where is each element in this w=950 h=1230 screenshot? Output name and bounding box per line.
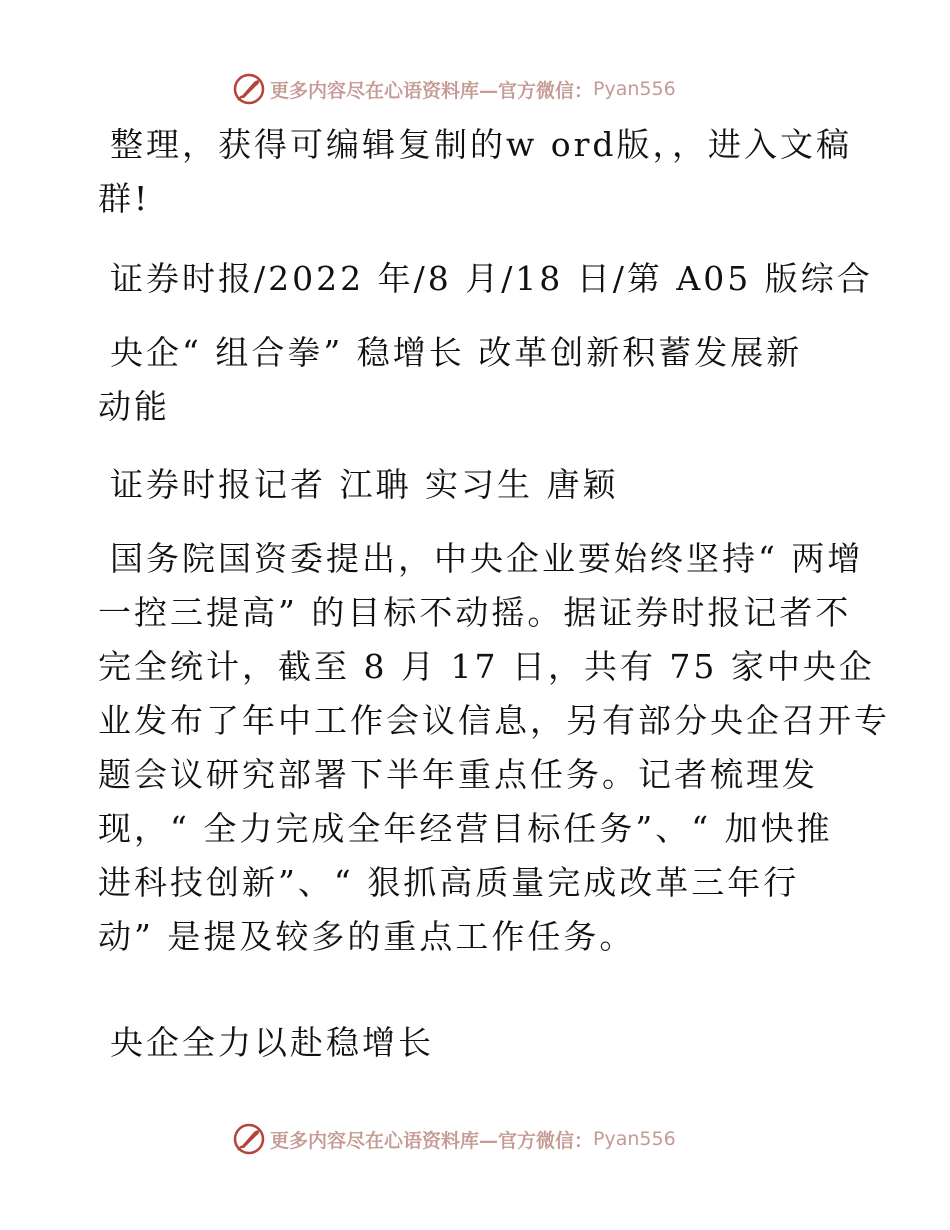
body-line: 现，“ 全力完成全年经营目标任务”、“ 加快推 <box>98 809 833 848</box>
title-line: 央企“ 组合拳” 稳增长 改革创新积蓄发展新 <box>110 333 803 372</box>
watermark-wechat-id: Pyan556 <box>593 78 676 100</box>
intro-line: 群! <box>98 179 151 218</box>
footer-watermark <box>232 1121 676 1157</box>
title-line: 动能 <box>98 387 170 426</box>
byline <box>98 458 858 512</box>
intro-paragraph <box>98 118 858 226</box>
body-line: 动” 是提及较多的重点工作任务。 <box>98 917 636 956</box>
quill-pen-circle-icon <box>232 72 266 106</box>
body-paragraph <box>98 532 890 964</box>
watermark-slogan: 更多内容尽在心语资料库—官方微信： <box>270 1129 594 1152</box>
body-line: 完全统计，截至 8 月 17 日，共有 75 家中央企 <box>98 647 875 686</box>
body-line: 题会议研究部署下半年重点任务。记者梳理发 <box>98 755 818 794</box>
byline-text: 证券时报记者 江聃 实习生 唐颖 <box>110 465 619 504</box>
body-line: 一控三提高” 的目标不动摇。据证券时报记者不 <box>98 593 852 632</box>
source-text: 证券时报/2022 年/8 月/18 日/第 A05 版综合 <box>110 259 873 298</box>
source-line <box>98 252 873 306</box>
article-title <box>98 326 858 434</box>
body-line: 进科技创新”、“ 狠抓高质量完成改革三年行 <box>98 863 800 902</box>
header-watermark <box>232 71 676 107</box>
body-line: 业发布了年中工作会议信息，另有部分央企召开专 <box>98 701 890 740</box>
subheading-text: 央企全力以赴稳增长 <box>110 1023 434 1062</box>
section-subheading <box>98 1016 858 1070</box>
intro-line: 整理，获得可编辑复制的w ord版，，进入文稿 <box>110 125 853 164</box>
body-line: 国务院国资委提出，中央企业要始终坚持“ 两增 <box>110 539 864 578</box>
quill-pen-circle-icon <box>232 1122 266 1156</box>
watermark-slogan: 更多内容尽在心语资料库—官方微信： <box>270 79 594 102</box>
watermark-wechat-id: Pyan556 <box>593 1128 676 1150</box>
